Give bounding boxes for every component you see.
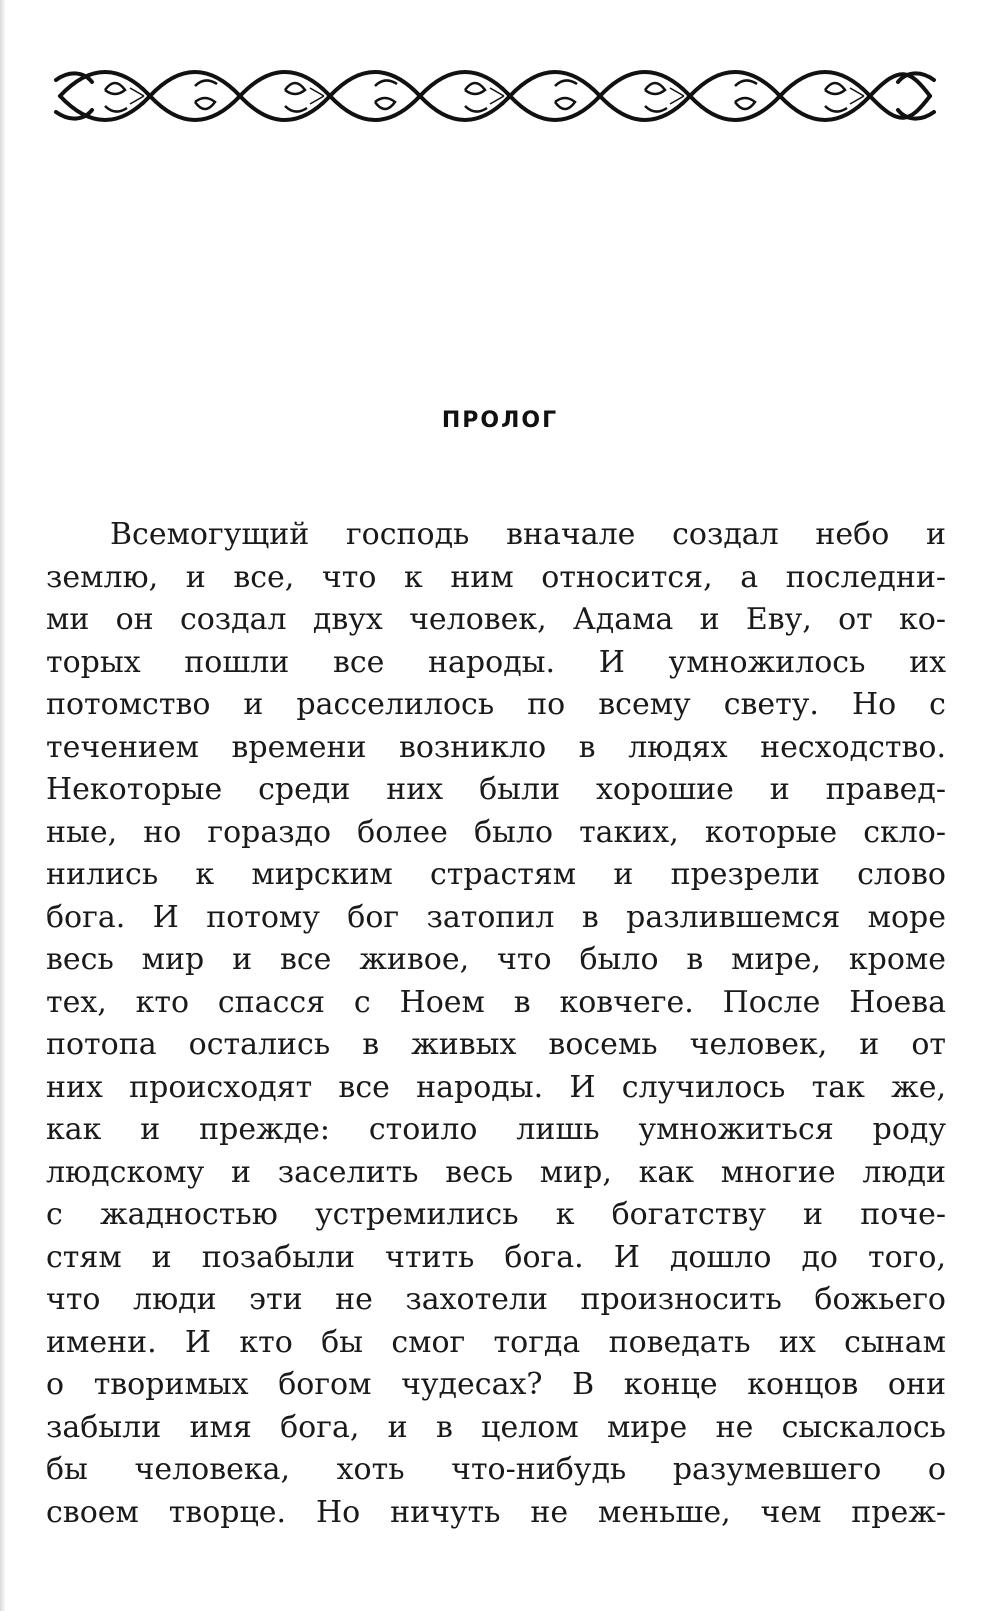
text-line: ми он создал двух человек, Адама и Еву, от ко- <box>46 602 946 637</box>
decorative-knot-border <box>50 60 940 132</box>
text-line: них происходят все народы. И случилось так же, <box>46 1069 946 1105</box>
text-line: с жадностью устремились к богатству и поче- <box>46 1197 946 1232</box>
text-line: торых пошли все народы. И умножилось их <box>46 644 946 680</box>
text-line: стям и позабыли чтить бога. И дошло до того, <box>46 1239 946 1275</box>
text-line: потопа остались в живых восемь человек, и от <box>46 1027 946 1062</box>
text-line: весь мир и все живое, что было в мире, кроме <box>46 942 946 977</box>
text-line: ные, но гораздо более было таких, которые скло- <box>46 814 946 850</box>
text-line: Всемогущий господь вначале создал небо и <box>110 517 946 552</box>
page-edge <box>0 0 6 1611</box>
text-line: потомство и расселилось по всему свету. Но с <box>46 687 946 722</box>
body-text <box>46 514 946 1534</box>
text-line: Некоторые среди них были хорошие и правед- <box>46 772 946 807</box>
text-line: тех, кто спасся с Ноем в ковчеге. После Ноева <box>46 984 946 1020</box>
text-line: бога. И потому бог затопил в разлившемся море <box>46 899 946 935</box>
text-line: своем творце. Но ничуть не меньше, чем преж- <box>46 1494 946 1530</box>
text-line: землю, и все, что к ним относится, а последни- <box>46 559 946 595</box>
text-line: имени. И кто бы смог тогда поведать их сынам <box>46 1324 946 1360</box>
text-line: течением времени возникло в людях несходство. <box>46 729 946 765</box>
text-line: бы человека, хоть что-нибудь разумевшего о <box>46 1452 946 1487</box>
chapter-title: ПРОЛОГ <box>441 408 559 433</box>
text-line: нились к мирским страстям и презрели слово <box>46 857 946 892</box>
text-line: что люди эти не захотели произносить божьего <box>46 1282 946 1317</box>
text-line: забыли имя бога, и в целом мире не сыскалось <box>46 1409 946 1445</box>
text-line: людскому и заселить весь мир, как многие люди <box>46 1154 946 1190</box>
text-line: о творимых богом чудесах? В конце концов они <box>46 1367 946 1402</box>
text-line: как и прежде: стоило лишь умножиться роду <box>46 1112 946 1147</box>
